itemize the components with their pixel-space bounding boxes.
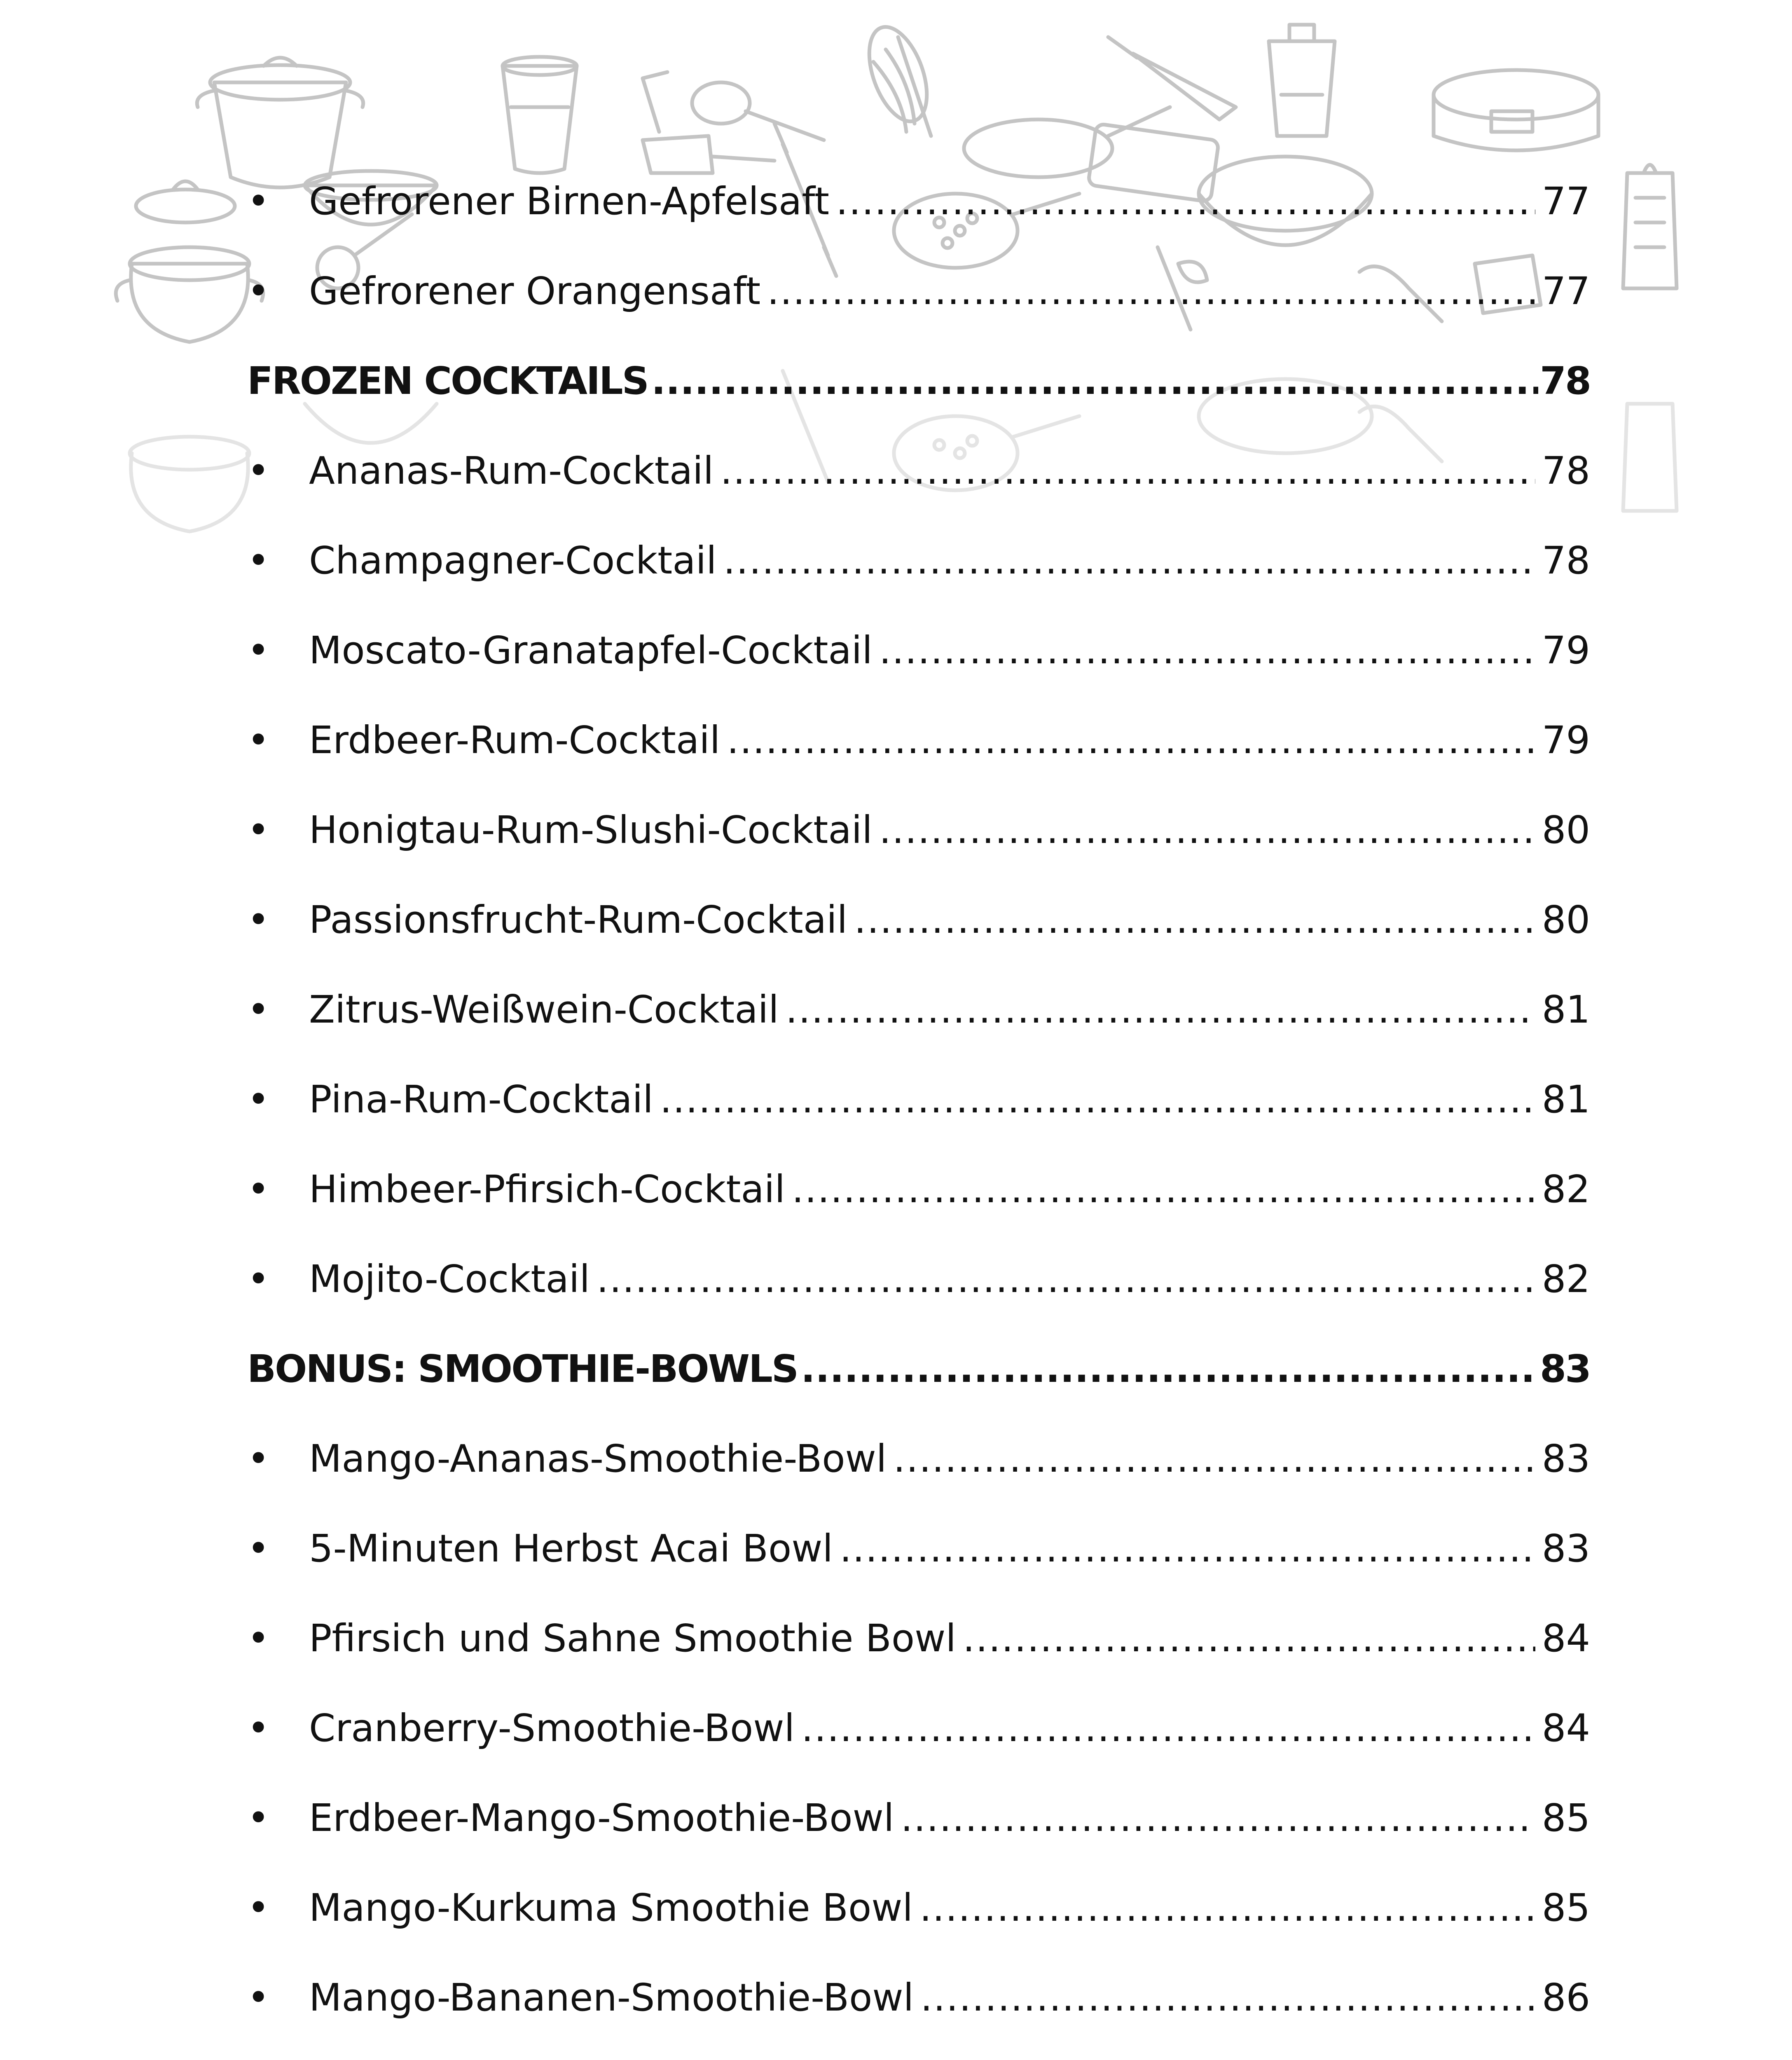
toc-entry-title: Mango-Bananen-Smoothie-Bowl bbox=[309, 1976, 914, 2020]
bullet-icon: • bbox=[247, 1616, 270, 1660]
dot-leader bbox=[801, 1709, 1535, 1747]
dot-leader bbox=[893, 1440, 1535, 1478]
bullet-icon: • bbox=[247, 1257, 270, 1301]
toc-entry-title: Erdbeer-Rum-Cocktail bbox=[309, 718, 721, 762]
toc-entry[interactable] bbox=[247, 1863, 1590, 1953]
toc-entry-title: Moscato-Granatapfel-Cocktail bbox=[309, 628, 873, 672]
toc-page-number: 78 bbox=[1539, 359, 1590, 403]
toc-entry-title: BONUS: SMOOTHIE-BOWLS bbox=[247, 1347, 798, 1391]
dot-leader bbox=[963, 1620, 1535, 1657]
toc-entry[interactable] bbox=[247, 965, 1590, 1055]
toc-section-heading[interactable] bbox=[247, 1324, 1590, 1414]
bullet-icon: • bbox=[247, 1976, 270, 2020]
toc-entry[interactable] bbox=[247, 2043, 1590, 2060]
toc-page-number: 84 bbox=[1542, 1616, 1590, 1660]
toc-entry[interactable] bbox=[247, 1234, 1590, 1324]
dot-leader bbox=[854, 901, 1535, 939]
toc-entry-title: Mango-Ananas-Smoothie-Bowl bbox=[309, 1437, 887, 1481]
toc-page-number: 80 bbox=[1542, 898, 1590, 942]
toc-entry[interactable] bbox=[247, 1414, 1590, 1504]
toc-entry[interactable] bbox=[247, 516, 1590, 606]
toc-entry[interactable] bbox=[247, 606, 1590, 695]
bullet-icon: • bbox=[247, 808, 270, 852]
bullet-icon: • bbox=[247, 1077, 270, 1121]
bullet-icon: • bbox=[247, 538, 270, 583]
toc-entry[interactable] bbox=[247, 1145, 1590, 1234]
dot-leader bbox=[792, 1170, 1535, 1208]
toc-page-number: 85 bbox=[1542, 1796, 1590, 1840]
dot-leader bbox=[920, 1979, 1535, 2017]
toc-entry[interactable] bbox=[247, 1504, 1590, 1594]
toc-entry[interactable] bbox=[247, 157, 1590, 246]
bullet-icon: • bbox=[247, 1796, 270, 1840]
bullet-icon: • bbox=[247, 1167, 270, 1211]
toc-page-number: 81 bbox=[1542, 988, 1590, 1032]
toc-page-number: 83 bbox=[1539, 1347, 1590, 1391]
bullet-icon: • bbox=[247, 269, 270, 313]
toc-page-number: 78 bbox=[1542, 538, 1590, 583]
dot-leader bbox=[901, 1799, 1535, 1837]
toc-page-number: 86 bbox=[1542, 1976, 1590, 2020]
toc-entry-title: Mango-Kurkuma Smoothie Bowl bbox=[309, 1886, 913, 1930]
toc-entry-title: FROZEN COCKTAILS bbox=[247, 359, 648, 403]
whisk-icon bbox=[858, 19, 938, 136]
toc-entry-title: Gefrorener Birnen-Apfelsaft bbox=[309, 179, 830, 223]
toc-entry-title: Zitrus-Weißwein-Cocktail bbox=[309, 988, 779, 1032]
toc-entry-title: Ananas-Rum-Cocktail bbox=[309, 449, 714, 493]
spoon-icon bbox=[643, 72, 824, 140]
baking-tin-icon bbox=[1434, 70, 1598, 150]
toc-page-number: 84 bbox=[1542, 1706, 1590, 1750]
toc-page-number: 79 bbox=[1542, 628, 1590, 672]
toc-entry[interactable] bbox=[247, 1953, 1590, 2043]
dot-leader bbox=[720, 452, 1535, 490]
toc-page-number: 85 bbox=[1542, 1886, 1590, 1930]
dot-leader bbox=[801, 1350, 1538, 1388]
toc-page-number: 82 bbox=[1542, 1257, 1590, 1301]
lid-icon bbox=[136, 181, 235, 222]
dot-leader bbox=[597, 1260, 1535, 1298]
toc-entry-title: Honigtau-Rum-Slushi-Cocktail bbox=[309, 808, 873, 852]
toc-entry-title: 5-Minuten Herbst Acai Bowl bbox=[309, 1526, 833, 1571]
dot-leader bbox=[836, 183, 1535, 220]
dot-leader bbox=[879, 632, 1535, 670]
toc-entry-title: Mojito-Cocktail bbox=[309, 1257, 590, 1301]
dot-leader bbox=[651, 362, 1538, 400]
toc-page-number: 77 bbox=[1542, 179, 1590, 223]
bullet-icon: • bbox=[247, 628, 270, 672]
toc-page-number: 80 bbox=[1542, 808, 1590, 852]
toc-page-number: 79 bbox=[1542, 718, 1590, 762]
dot-leader bbox=[786, 991, 1535, 1029]
toc-entry-title: Pfirsich und Sahne Smoothie Bowl bbox=[309, 1616, 956, 1660]
toc-entry-title: Himbeer-Pfirsich-Cocktail bbox=[309, 1167, 785, 1211]
toc-entry-title: Passionsfrucht-Rum-Cocktail bbox=[309, 898, 848, 942]
toc-entry-title: Gefrorener Orangensaft bbox=[309, 269, 761, 313]
bullet-icon: • bbox=[247, 718, 270, 762]
grater-icon bbox=[1623, 165, 1677, 288]
toc-page-number: 78 bbox=[1542, 449, 1590, 493]
dot-leader bbox=[919, 1889, 1535, 1927]
toc-entry[interactable] bbox=[247, 695, 1590, 785]
cooking-pot-icon bbox=[116, 247, 263, 342]
bullet-icon: • bbox=[247, 1706, 270, 1750]
dot-leader bbox=[767, 272, 1535, 310]
bullet-icon: • bbox=[247, 1526, 270, 1571]
toc-entry-title: Erdbeer-Mango-Smoothie-Bowl bbox=[309, 1796, 894, 1840]
toc-entry[interactable] bbox=[247, 785, 1590, 875]
dot-leader bbox=[840, 1530, 1535, 1568]
bullet-icon: • bbox=[247, 179, 270, 223]
knife-icon bbox=[1108, 37, 1236, 119]
bullet-icon: • bbox=[247, 1437, 270, 1481]
bullet-icon: • bbox=[247, 449, 270, 493]
toc-entry[interactable] bbox=[247, 1773, 1590, 1863]
dot-leader bbox=[723, 542, 1535, 580]
toc-entry[interactable] bbox=[247, 875, 1590, 965]
toc-section-heading[interactable] bbox=[247, 336, 1590, 426]
toc-entry[interactable] bbox=[247, 426, 1590, 516]
toc-entry-title: Cranberry-Smoothie-Bowl bbox=[309, 1706, 795, 1750]
toc-entry[interactable] bbox=[247, 246, 1590, 336]
bullet-icon: • bbox=[247, 1886, 270, 1930]
table-of-contents bbox=[247, 157, 1590, 2060]
toc-entry-title: Pina-Rum-Cocktail bbox=[309, 1077, 653, 1121]
toc-page-number: 82 bbox=[1542, 1167, 1590, 1211]
toc-entry[interactable] bbox=[247, 1055, 1590, 1145]
grinder-icon bbox=[1269, 25, 1335, 136]
dot-leader bbox=[660, 1081, 1535, 1119]
dot-leader bbox=[727, 721, 1535, 759]
drinking-glass-icon bbox=[503, 57, 577, 173]
toc-entry[interactable] bbox=[247, 1683, 1590, 1773]
toc-page-number: 77 bbox=[1542, 269, 1590, 313]
toc-entry[interactable] bbox=[247, 1594, 1590, 1683]
bullet-icon: • bbox=[247, 898, 270, 942]
toc-page-number: 83 bbox=[1542, 1526, 1590, 1571]
toc-page-number: 83 bbox=[1542, 1437, 1590, 1481]
bullet-icon: • bbox=[247, 988, 270, 1032]
toc-entry-title: Champagner-Cocktail bbox=[309, 538, 717, 583]
toc-page-number: 81 bbox=[1542, 1077, 1590, 1121]
dot-leader bbox=[879, 811, 1535, 849]
